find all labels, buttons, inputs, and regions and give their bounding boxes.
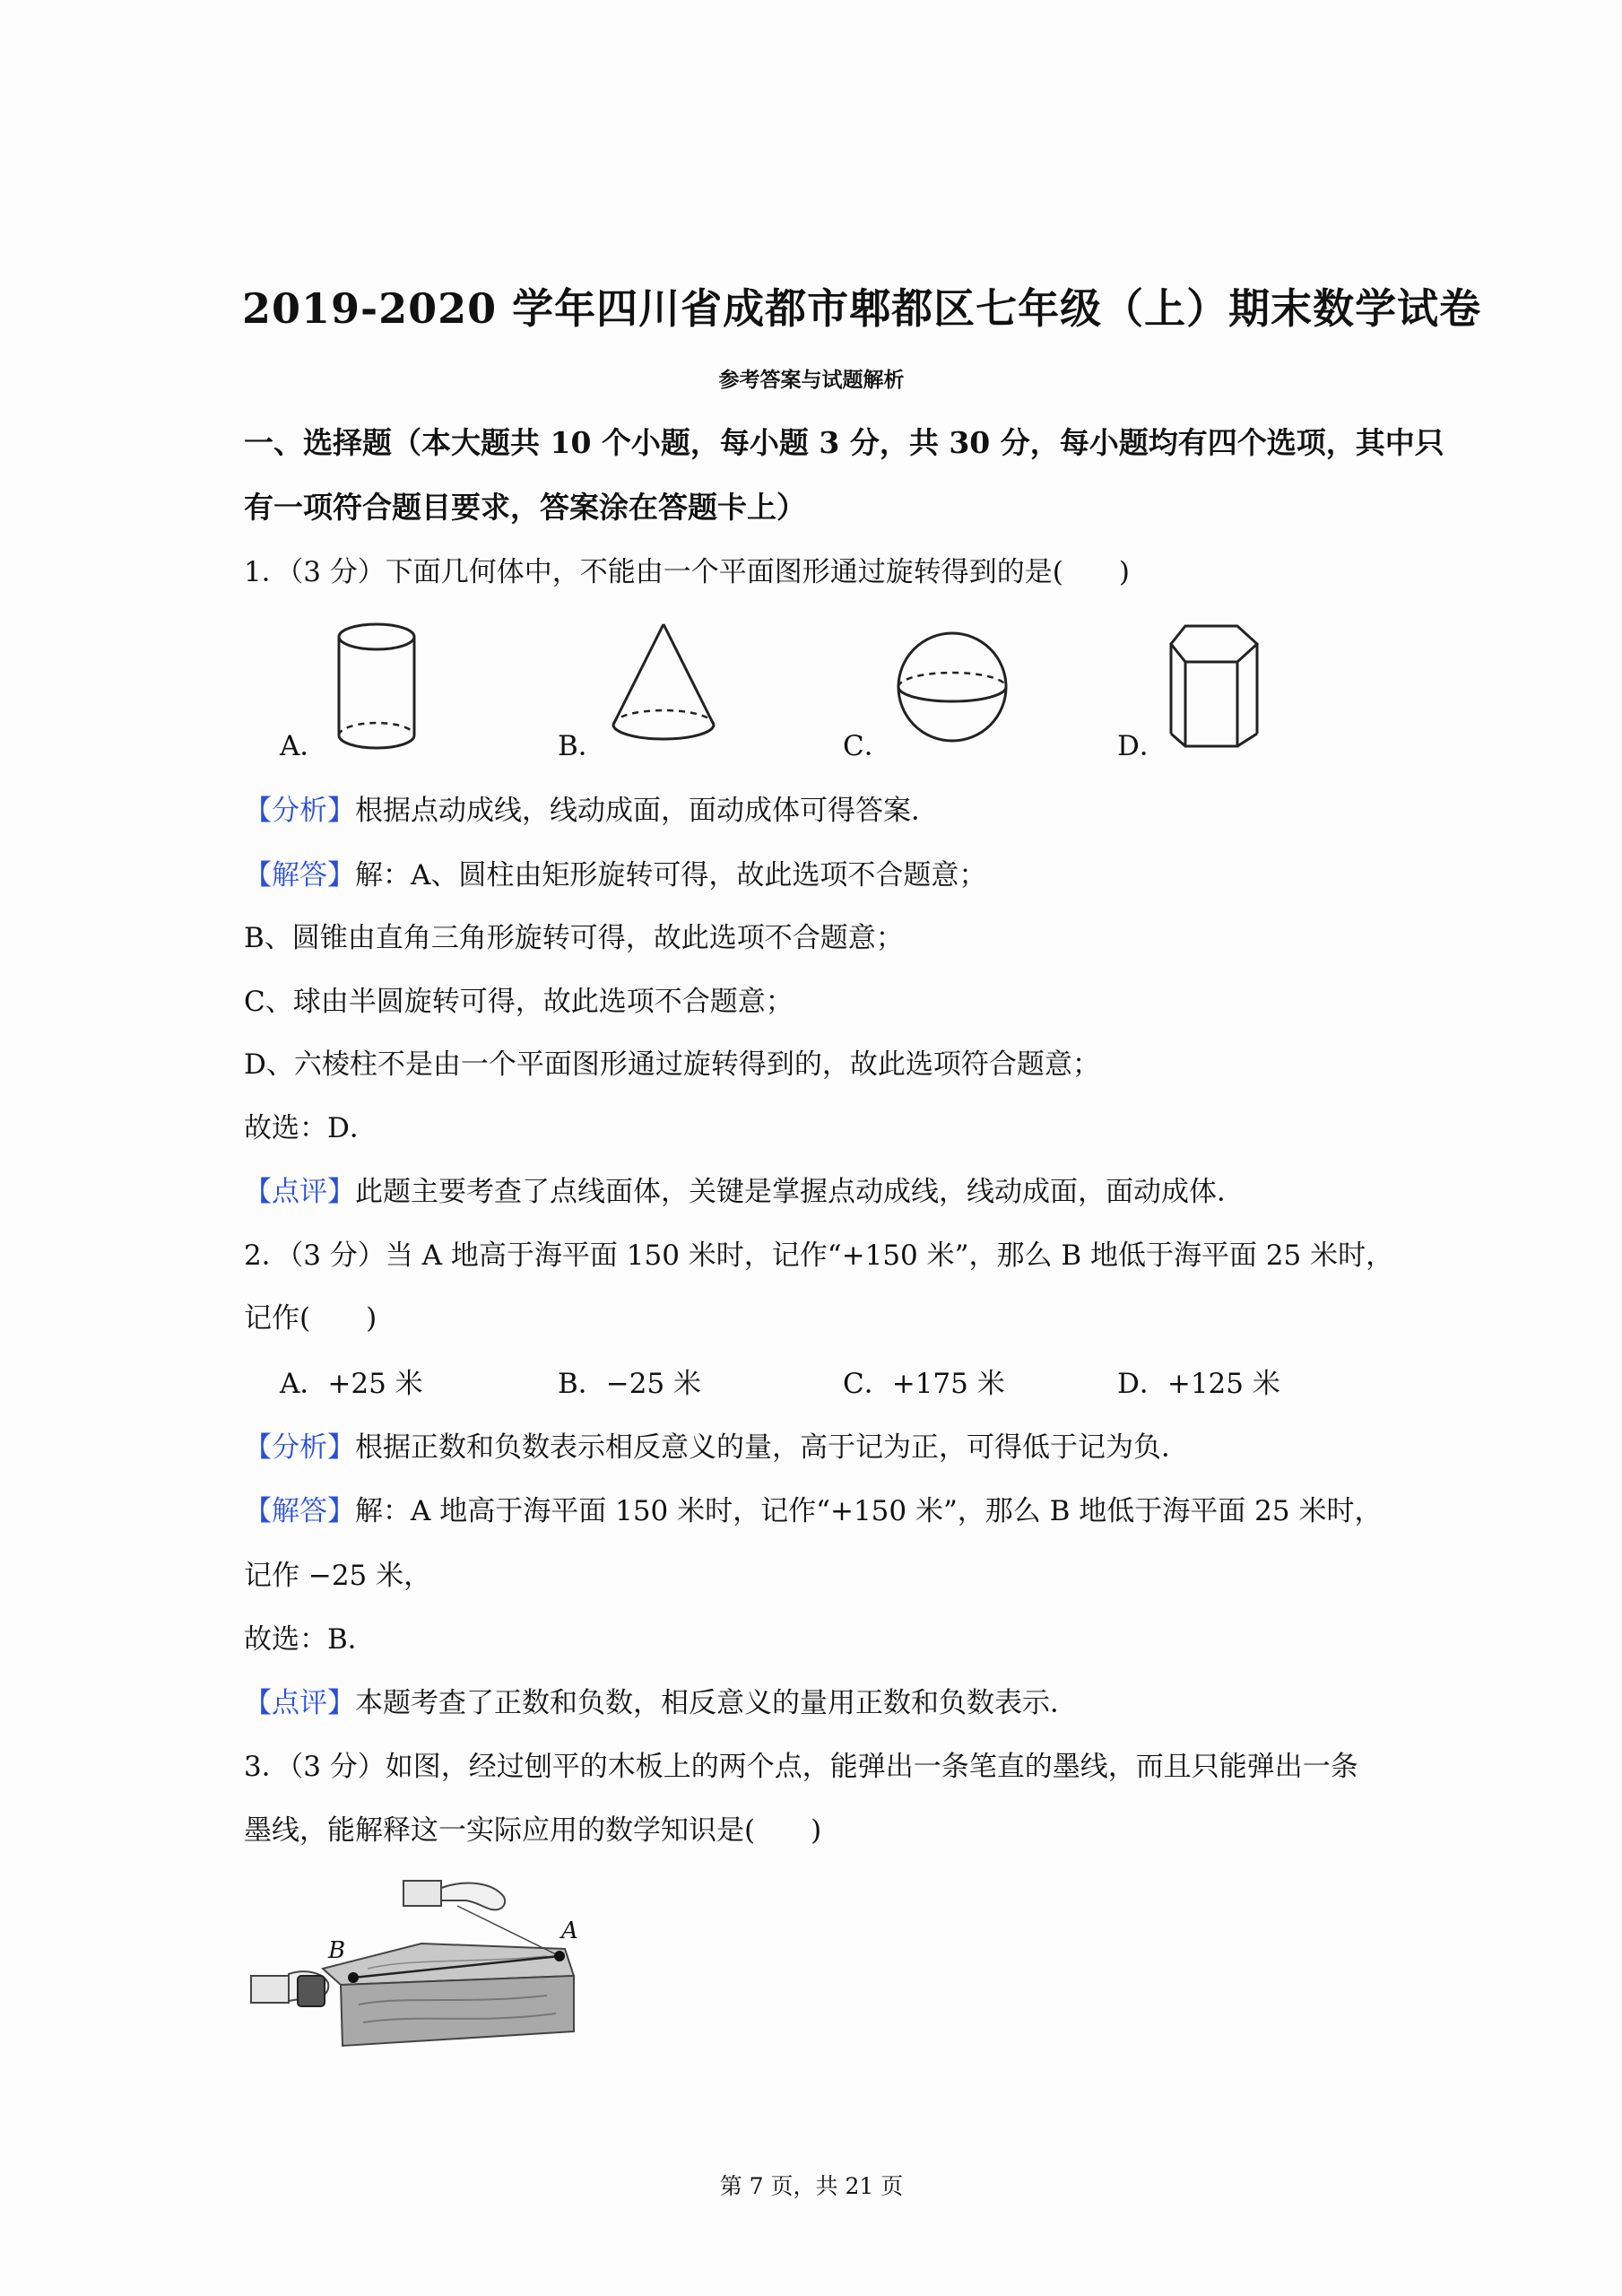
q3-stem-line2: 墨线，能解释这一实际应用的数学知识是( ) xyxy=(244,1814,822,1847)
q1-answer-text1: 解：A、圆柱由矩形旋转可得，故此选项不合题意； xyxy=(355,859,987,891)
point-b-label: B xyxy=(328,1937,346,1964)
q1-analysis-text: 根据点动成线，线动成面，面动成体可得答案． xyxy=(355,795,939,827)
cylinder-figure xyxy=(332,619,421,753)
q1-answer-line2: B、圆锥由直角三角形旋转可得，故此选项不合题意； xyxy=(244,922,904,954)
answer-tag: 【解答】 xyxy=(244,1495,355,1527)
q1-stem: 1．（3 分）下面几何体中，不能由一个平面图形通过旋转得到的是( ) xyxy=(244,556,1130,588)
q1-option-b-label: B． xyxy=(558,730,606,762)
q2-choice: 故选：B． xyxy=(244,1623,376,1656)
q2-analysis-text: 根据正数和负数表示相反意义的量，高于记为正，可得低于记为负． xyxy=(355,1431,1189,1464)
q1-answer-line3: C、球由半圆旋转可得，故此选项不合题意； xyxy=(244,986,794,1018)
cone-figure xyxy=(606,617,723,761)
q2-stem-line1: 2．（3 分）当 A 地高于海平面 150 米时，记作“+150 米”，那么 B 地低于海平面 25 米时， xyxy=(244,1239,1394,1272)
page-title: 2019-2020 学年四川省成都市郫都区七年级（上）期末数学试卷 xyxy=(242,284,1482,333)
q1-choice: 故选：D． xyxy=(244,1112,377,1144)
q2-comment xyxy=(244,1680,1078,1720)
page-subtitle: 参考答案与试题解析 xyxy=(718,368,905,392)
q1-comment-text: 此题主要考查了点线面体，关键是掌握点动成线，线动成面，面动成体． xyxy=(355,1176,1245,1208)
q1-option-a-label: A． xyxy=(280,730,328,762)
q2-analysis xyxy=(244,1424,1189,1465)
q2-option-a: A．+25 米 xyxy=(280,1368,423,1400)
q2-answer-line2: 记作 −25 米， xyxy=(244,1560,432,1592)
q2-answer-text1: 解：A 地高于海平面 150 米时，记作“+150 米”，那么 B 地低于海平面 25 米时， xyxy=(355,1495,1383,1527)
wooden-board-illustration xyxy=(242,1870,619,2058)
q2-option-d: D．+125 米 xyxy=(1117,1368,1280,1400)
q1-option-c-label: C． xyxy=(843,730,892,762)
analysis-tag: 【分析】 xyxy=(244,795,355,827)
hexagonal-prism-figure xyxy=(1167,619,1275,753)
sphere-figure xyxy=(893,628,1019,753)
comment-tag: 【点评】 xyxy=(244,1176,355,1208)
q1-analysis xyxy=(244,787,939,828)
answer-tag: 【解答】 xyxy=(244,859,355,891)
q2-option-c: C．+175 米 xyxy=(843,1368,1005,1400)
page-footer: 第 7 页，共 21 页 xyxy=(719,2173,904,2199)
analysis-tag: 【分析】 xyxy=(244,1431,355,1464)
q1-answer-line1 xyxy=(244,852,986,892)
q2-answer-line1 xyxy=(244,1488,1382,1528)
point-a-label: A xyxy=(561,1918,578,1944)
q3-stem-line1: 3．（3 分）如图，经过刨平的木板上的两个点，能弹出一条笔直的墨线，而且只能弹出一条 xyxy=(244,1751,1358,1783)
q2-comment-text: 本题考查了正数和负数，相反意义的量用正数和负数表示． xyxy=(355,1687,1078,1719)
q2-option-b: B．−25 米 xyxy=(558,1368,702,1400)
section-heading-line2: 有一项符合题目要求，答案涂在答题卡上） xyxy=(244,490,806,525)
q2-stem-line2: 记作( ) xyxy=(244,1302,377,1335)
q1-comment xyxy=(244,1169,1245,1209)
q1-answer-line4: D、六棱柱不是由一个平面图形通过旋转得到的，故此选项符合题意； xyxy=(244,1048,1100,1081)
comment-tag: 【点评】 xyxy=(244,1687,355,1719)
section-heading-line1: 一、选择题（本大题共 10 个小题，每小题 3 分，共 30 分，每小题均有四个选项，其中只 xyxy=(244,425,1444,460)
q1-option-d-label: D． xyxy=(1117,730,1167,762)
